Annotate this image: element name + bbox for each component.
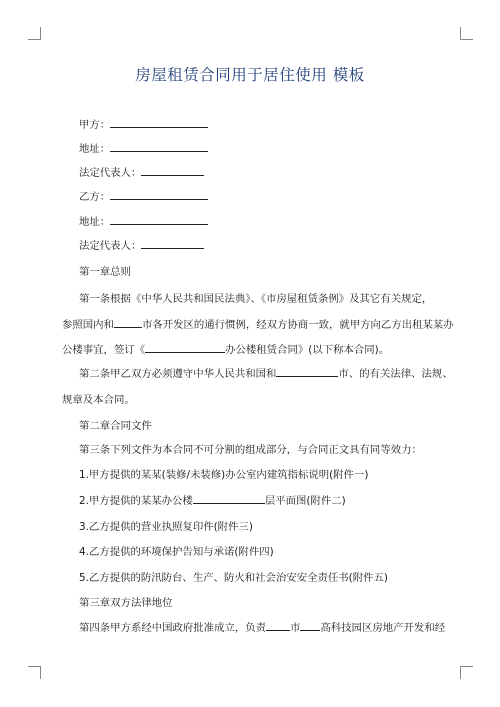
- party-a-blank: [110, 117, 208, 128]
- article-1-line-3-start: 公楼事宜，签订《: [62, 344, 146, 356]
- attachment-item-4: 4.乙方提供的环境保护告知与承诺(附件四): [79, 546, 274, 558]
- article-4: [79, 619, 445, 634]
- article-3: 第三条下列文件为本合同不可分割的组成部分，与合同正文具有同等效力：: [79, 444, 422, 456]
- article-2-line-1: [79, 365, 453, 380]
- attachment-item-2: [79, 492, 346, 507]
- address-b-field: [79, 213, 208, 228]
- building-name-blank: [145, 342, 225, 353]
- crop-mark-top-left: [28, 27, 41, 40]
- address-a-label: 地址：: [79, 143, 111, 155]
- district-blank: [300, 620, 320, 631]
- article-2-line-2: 规章及本合同。: [62, 394, 135, 406]
- article-1-line-2-end: 市各开发区的通行惯例，经双方协商一致，就甲方向乙方出租某某办: [141, 319, 454, 331]
- article-4-end: 高科技园区房地产开发和经: [320, 622, 446, 634]
- party-b-field: [79, 188, 208, 203]
- party-a-field: [79, 116, 208, 131]
- city-blank-2: [266, 620, 290, 631]
- attachment-item-1: 1.甲方提供的某某(装修/未装修)办公室内建筑指标说明(附件一): [79, 469, 369, 481]
- region-blank: [276, 366, 338, 377]
- legal-rep-b-label: 法定代表人：: [79, 240, 142, 252]
- article-2-line-1-end: 市、的有关法律、法规、: [338, 368, 453, 380]
- article-1-line-2-start: 参照国内和: [62, 319, 114, 331]
- address-a-field: [79, 140, 208, 155]
- address-b-blank: [110, 214, 208, 225]
- article-2-line-1-start: 第二条甲乙双方必须遵守中华人民共和国和: [79, 368, 277, 380]
- party-b-blank: [110, 189, 208, 200]
- article-4-start: 第四条甲方系经中国政府批准成立，负责: [79, 622, 267, 634]
- article-1-line-3: [62, 341, 389, 356]
- city-blank: [114, 317, 142, 328]
- party-a-label: 甲方：: [79, 119, 111, 131]
- crop-mark-bottom-left: [28, 666, 41, 679]
- chapter-2-heading: 第二章合同文件: [79, 420, 152, 432]
- attachment-item-5: 5.乙方提供的防汛防台、生产、防火和社会治安安全责任书(附件五): [79, 572, 388, 584]
- article-1-line-3-end: 办公楼租赁合同》(以下称本合同)。: [225, 344, 390, 356]
- crop-mark-top-right: [460, 27, 473, 40]
- party-b-label: 乙方：: [79, 191, 111, 203]
- article-4-mid: 市: [290, 622, 301, 634]
- legal-rep-b-blank: [141, 238, 204, 249]
- address-a-blank: [110, 141, 208, 152]
- legal-rep-a-label: 法定代表人：: [79, 167, 142, 179]
- attachment-item-2-end: 层平面图(附件二): [264, 495, 346, 507]
- legal-rep-a-field: [79, 164, 204, 179]
- legal-rep-b-field: [79, 237, 204, 252]
- address-b-label: 地址：: [79, 216, 111, 228]
- article-1-line-2: [62, 316, 454, 331]
- attachment-item-3: 3.乙方提供的营业执照复印件(附件三): [79, 521, 253, 533]
- chapter-1-heading: 第一章总则: [79, 266, 131, 278]
- attachment-item-2-start: 2.甲方提供的某某办公楼: [79, 495, 193, 507]
- floor-blank: [193, 493, 265, 504]
- legal-rep-a-blank: [141, 165, 204, 176]
- crop-mark-bottom-right: [460, 666, 473, 679]
- document-title: 房屋租赁合同用于居住使用 模板: [135, 66, 365, 84]
- chapter-3-heading: 第三章双方法律地位: [79, 597, 173, 609]
- article-1-line-1: 第一条根据《中华人民共和国民法典》、《市房屋租赁条例》及其它有关规定，: [79, 293, 433, 305]
